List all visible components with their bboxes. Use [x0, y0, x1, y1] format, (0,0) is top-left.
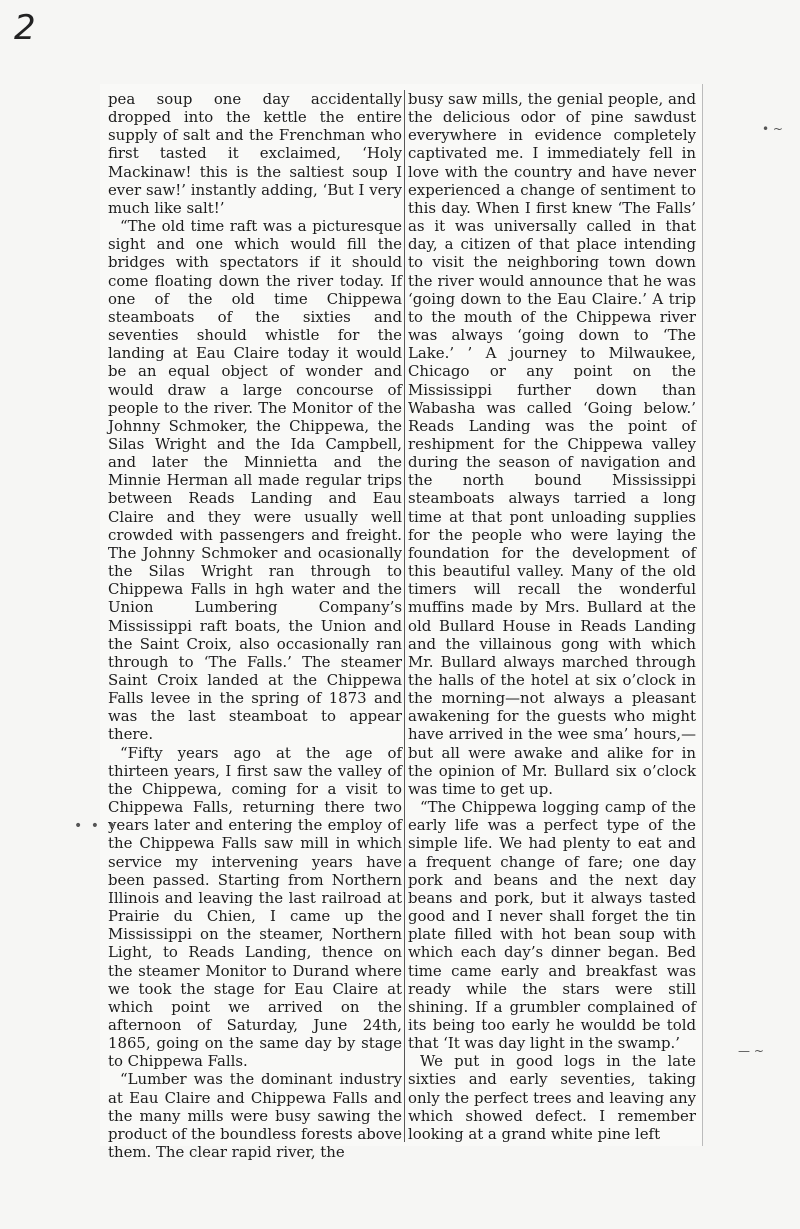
- column-divider: [404, 90, 405, 1142]
- paragraph: We put in good logs in the late sixties and early seventies, taking only the perfect trees and leaving any which showed defect. I remember looking at a grand white pine left: [408, 1052, 696, 1143]
- page-number: 2: [14, 8, 36, 48]
- paragraph: “Lumber was the dominant industry at Eau Claire and Chippewa Falls and the many mills were busy sawing the product of the boundless forests above them. The clear rapid river, the: [108, 1070, 402, 1162]
- article-left-column: [108, 90, 402, 1161]
- paragraph: pea soup one day accidentally dropped into the kettle the entire supply of salt and the Frenchman who first tasted it exclaimed, ‘Holy Mackinaw! this is the saltiest soup I ever saw!’ instantly adding, ‘But I very much like salt!’: [108, 90, 402, 217]
- paragraph: busy saw mills, the genial people, and the delicious odor of pine sawdust everywhere in evidence completely captivated me. I immediately fell in love with the country and have never experienced a change of sentiment to this day. When I first knew ‘The Falls’ as it was universally called in that day, a citizen of that place intending to visit the neighboring town down the river would announce that he was ‘going down to the Eau Claire.’ A trip to the mouth of the Chippewa river was always ‘going down to ‘The Lake.’ ’ A journey to Milwaukee, Chicago or any point on the Mississippi further down than Wabasha was called ‘Going below.’ Reads Landing was the point of reshipment for the Chippewa valley during the season of navigation and the north bound Mississippi steamboats always tarried a long time at that pont unloading supplies for the people who were laying the foundation for the development of this beautiful valley. Many of the old timers will recall the wonderful muffins made by Mrs. Bullard at the old Bullard House in Reads Landing and the villainous gong with which Mr. Bullard always marched through the halls of the hotel at six o’clock in the morning—not always a pleasant awakening for the guests who might have arrived in the wee sma’ hours,—but all were awake and alike for in the opinion of Mr. Bullard six o’clock was time to get up.: [408, 90, 696, 798]
- margin-mark: • ~: [762, 122, 783, 136]
- margin-mark: • • •: [74, 818, 118, 834]
- paragraph: “The old time raft was a picturesque sight and one which would fill the bridges with spectators if it should come floating down the river today. If one of the old time Chippewa steamboats of the sixties and seventies should whistle for the landing at Eau Claire today it would be an equal object of wonder and would draw a large concourse of people to the river. The Monitor of the Johnny Schmoker, the Chippewa, the Silas Wright and the Ida Campbell, and later the Minnietta and the Minnie Herman all made regular trips between Reads Landing and Eau Claire and they were usually well crowded with passengers and freight. The Johnny Schmoker and ocasionally the Silas Wright ran through to Chippewa Falls in hgh water and the Union Lumbering Company’s Mississippi raft boats, the Union and the Saint Croix, also occasionally ran through to ‘The Falls.’ The steamer Saint Croix landed at the Chippewa Falls levee in the spring of 1873 and was the last steamboat to appear there.: [108, 217, 402, 744]
- paragraph: “The Chippewa logging camp of the early life was a perfect type of the simple life. We had plenty to eat and a frequent change of fare; one day pork and beans and the next day beans and pork, but it always tasted good and I never shall forget the tin plate filled with hot bean soup with which each day’s dinner began. Bed time came early and breakfast was ready while the stars were still shining. If a grumbler complained of its being too early he wouldd be told that ‘It was day light in the swamp.’: [408, 798, 696, 1053]
- paragraph: “Fifty years ago at the age of thirteen years, I first saw the valley of the Chippewa, coming for a visit to Chippewa Falls, returning there two years later and entering the employ of the Chippewa Falls saw mill in which service my intervening years have been passed. Starting from Northern Illinois and leaving the last railroad at Prairie du Chien, I came up the Mississippi on the steamer, Northern Light, to Reads Landing, thence on the steamer Monitor to Durand where we took the stage for Eau Claire at which point we arrived on the afternoon of Saturday, June 24th, 1865, going on the same day by stage to Chippewa Falls.: [108, 743, 402, 1071]
- margin-mark: — ~: [738, 1044, 764, 1058]
- article-right-column: [408, 90, 696, 1143]
